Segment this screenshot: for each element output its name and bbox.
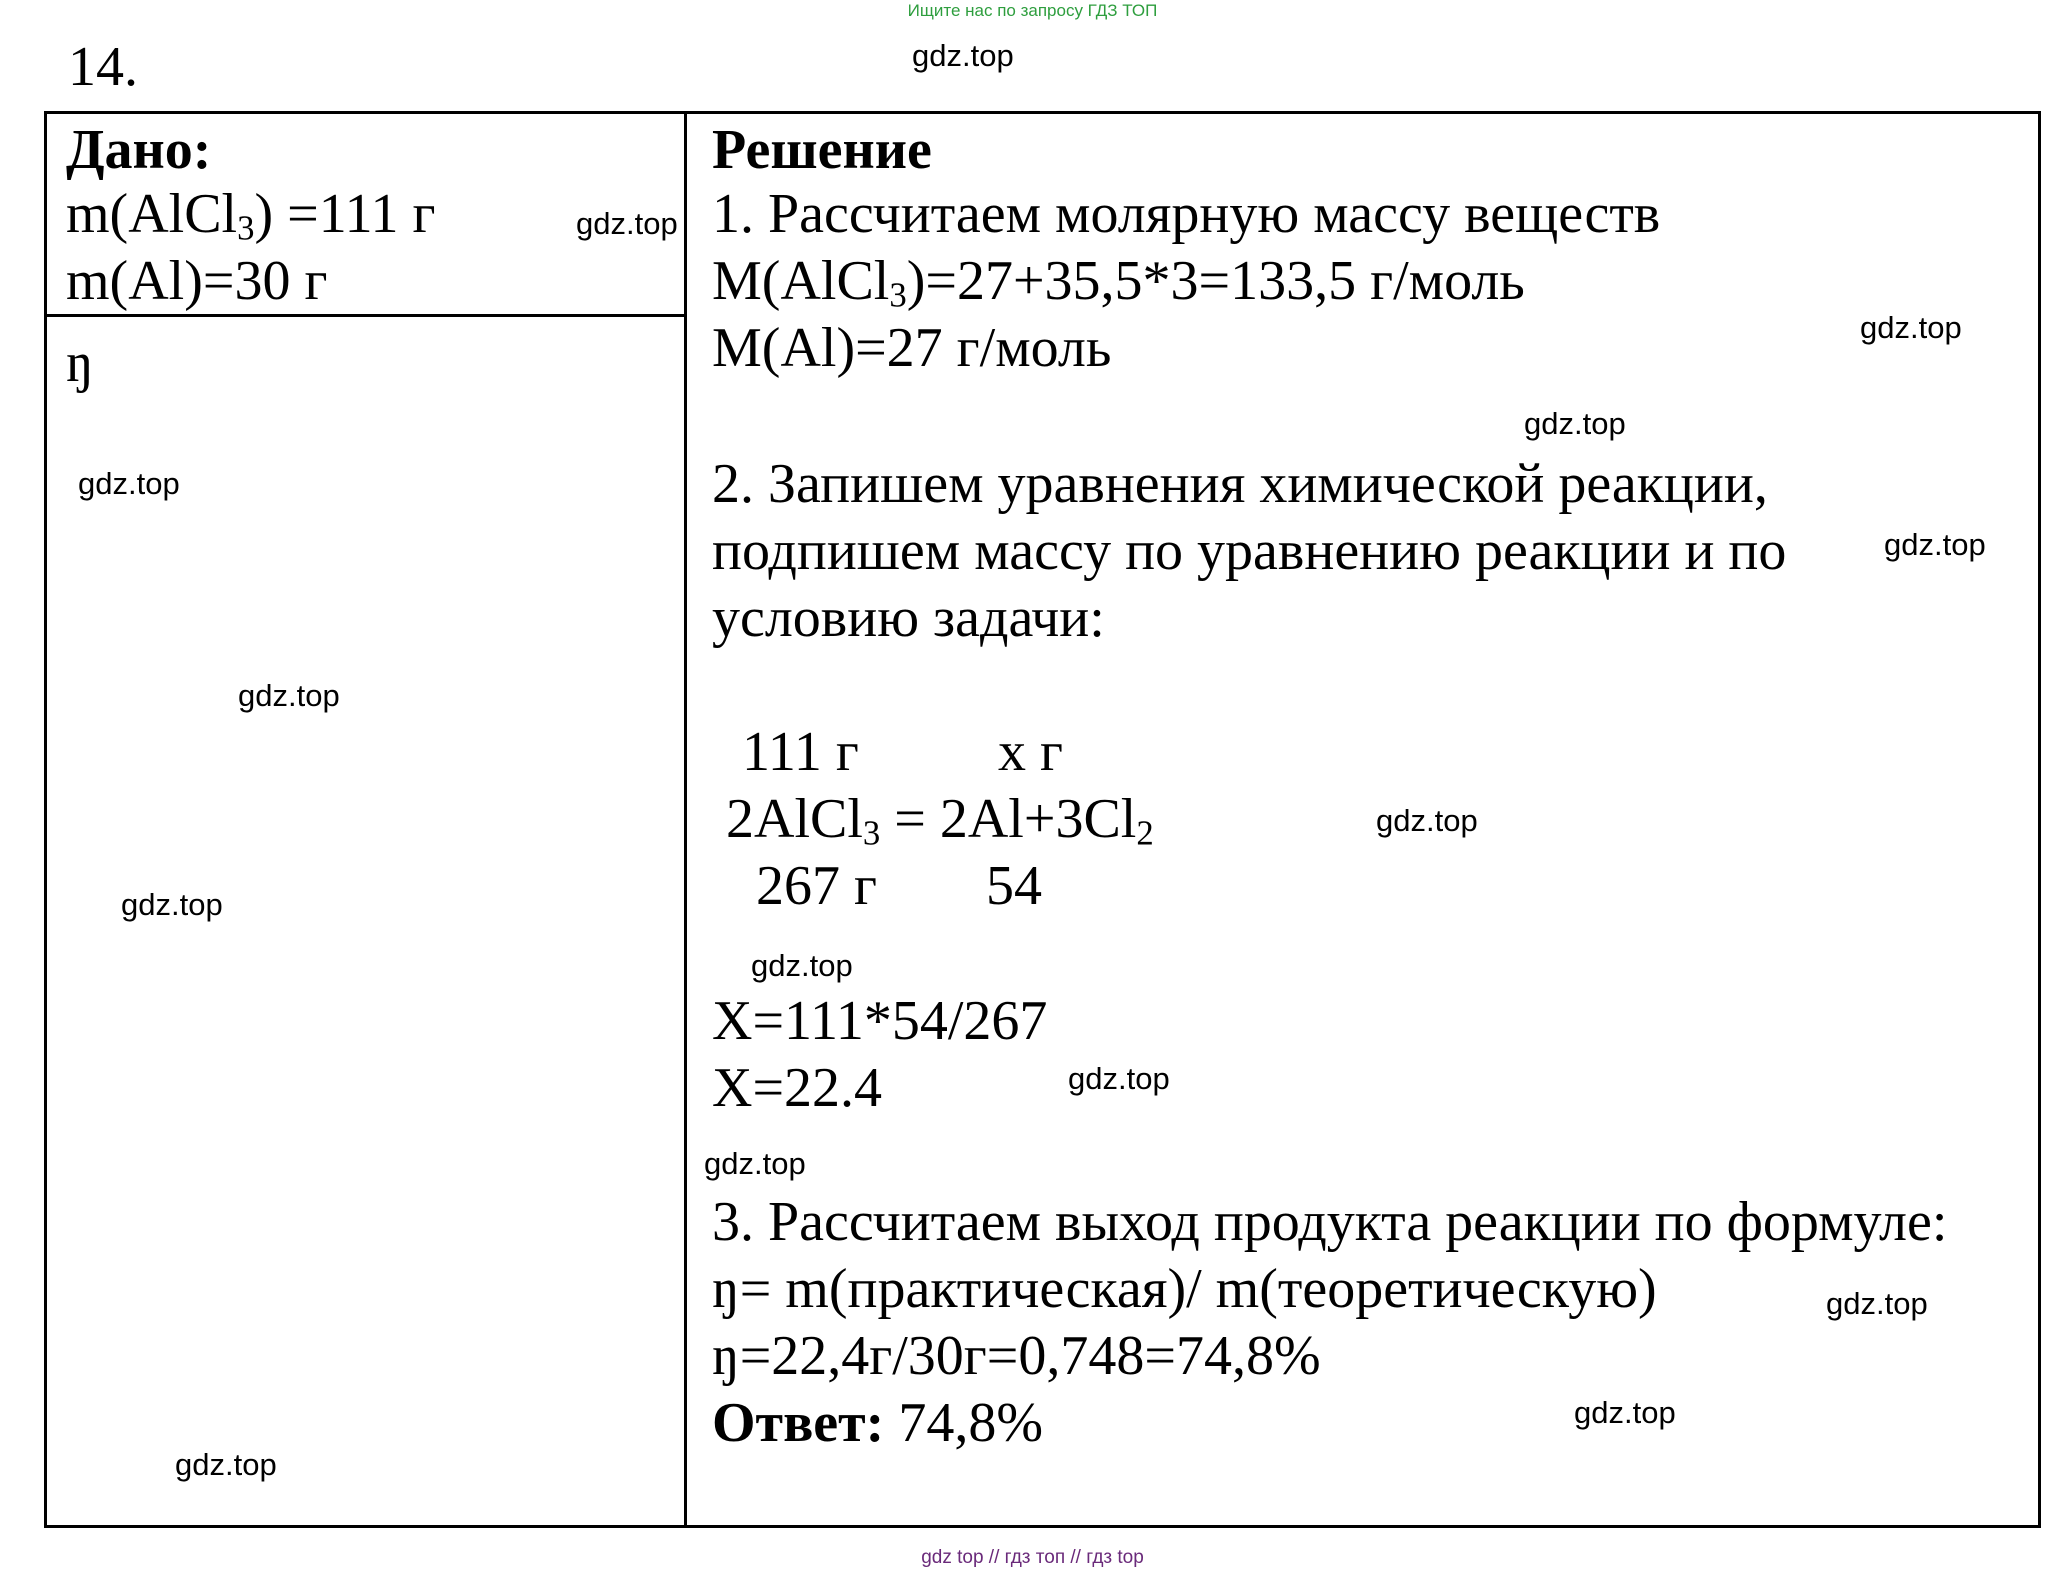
calculation-1: X=111*54/267 <box>712 990 1048 1052</box>
watermark: gdz.top <box>751 948 853 983</box>
equation-mass-unknown: x г <box>998 721 1063 783</box>
molar-mass-alcl3: M(AlCl$_3$)=27+35,5*3=133,5 г/моль <box>712 250 1525 315</box>
watermark: gdz.top <box>576 206 678 241</box>
step-1: 1. Рассчитаем молярную массу веществ <box>712 183 1661 245</box>
step-2-line-1: 2. Запишем уравнения химической реакции, <box>712 453 1768 515</box>
calculation-2: X=22.4 <box>712 1057 883 1119</box>
answer-label: Ответ: <box>712 1392 885 1454</box>
given-heading: Дано: <box>66 119 212 181</box>
column-divider <box>684 111 687 1528</box>
given-line-1: m(AlCl$_3$) =111 г <box>66 183 436 248</box>
task-number: 14. <box>68 36 138 98</box>
step-3: 3. Рассчитаем выход продукта реакции по формуле: <box>712 1191 1948 1253</box>
watermark: gdz.top <box>1068 1061 1170 1096</box>
watermark: gdz.top <box>704 1146 806 1181</box>
watermark: gdz.top <box>912 38 1014 73</box>
watermark: gdz.top <box>1574 1395 1676 1430</box>
watermark: gdz.top <box>1860 310 1962 345</box>
top-banner: Ищите нас по запросу ГДЗ ТОП <box>907 1 1158 20</box>
watermark: gdz.top <box>1826 1286 1928 1321</box>
find-symbol: ŋ <box>66 332 94 394</box>
watermark: gdz.top <box>121 887 223 922</box>
molar-mass-al: M(Al)=27 г/моль <box>712 317 1112 379</box>
watermark: gdz.top <box>1884 527 1986 562</box>
watermark: gdz.top <box>175 1447 277 1482</box>
equation-mass-stoich-right: 54 <box>986 855 1042 917</box>
footer-links: gdz top // гдз топ // гдз top <box>921 1547 1144 1568</box>
given-divider <box>44 314 686 317</box>
given-line-2: m(Al)=30 г <box>66 250 328 312</box>
reaction-equation: 2AlCl$_3$ = $2Al+3Cl_2$ <box>726 788 1154 853</box>
yield-formula: ŋ= m(практическая)/ m(теоретическую) <box>712 1258 1657 1320</box>
answer <box>712 1390 1043 1456</box>
solution-heading: Решение <box>712 119 932 181</box>
step-2-line-3: условию задачи: <box>712 587 1105 649</box>
watermark: gdz.top <box>1524 406 1626 441</box>
equation-mass-stoich-left: 267 г <box>756 855 877 917</box>
watermark: gdz.top <box>78 466 180 501</box>
watermark: gdz.top <box>1376 803 1478 838</box>
equation-mass-given: 111 г <box>742 721 859 783</box>
watermark: gdz.top <box>238 678 340 713</box>
answer-value: 74,8% <box>884 1392 1043 1454</box>
step-2-line-2: подпишем массу по уравнению реакции и по <box>712 520 1787 582</box>
yield-result: ŋ=22,4г/30г=0,748=74,8% <box>712 1325 1321 1387</box>
